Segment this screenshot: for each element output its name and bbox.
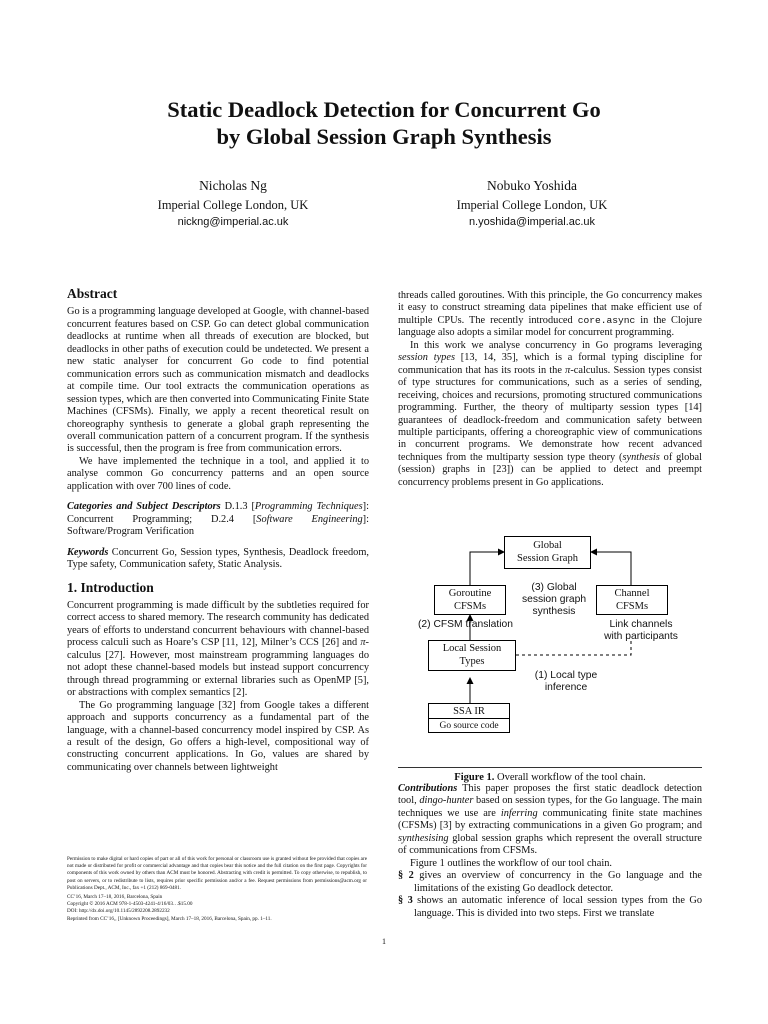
categories-text: Programming Techniques: [254, 501, 363, 513]
intro-paragraph-2: The Go programming language [32] from Google takes a different approach and supports concurrency as a fundamental part of the language, with a channel-based concurrency model inspired by CSP. As a result of the design, Go offers a high-level, compositional way of constructing concurrent applications. In Go, values are shared by communicating over channels between lightweight: [67, 699, 369, 773]
figure-1: [398, 530, 702, 748]
keywords-label: Keywords: [67, 546, 109, 558]
abstract-heading: Abstract: [67, 286, 118, 301]
box-label: Local Session Types: [442, 643, 502, 667]
categories-label: Categories and Subject Descriptors: [67, 501, 221, 513]
ssa-ir-box: [428, 703, 510, 733]
body-text: of global (session) graphs in [23]) can be applied to detect and preempt concurrency problems present in Go applications.: [398, 451, 702, 488]
page-number: 1: [382, 937, 386, 946]
inline-code: core.async: [577, 314, 636, 326]
arrow-goroutine-to-global: [470, 552, 504, 585]
author-affiliation: Imperial College London, UK: [157, 198, 309, 212]
box-label: Channel CFSMs: [614, 588, 650, 612]
conference-line: CC’16, March 17–18, 2016, Barcelona, Spain: [67, 894, 163, 901]
contributions-label: Contributions: [398, 783, 458, 794]
body-text: global session graphs which represent the overall structure of communications from CFSMs.: [398, 832, 702, 857]
author-block-1: [83, 177, 383, 231]
global-session-graph-box: [504, 536, 591, 569]
section-ref: § 2: [398, 870, 414, 882]
channel-cfsms-box: [596, 585, 668, 615]
title-line-2: by Global Session Graph Synthesis: [216, 124, 552, 149]
right-column-top: [398, 290, 702, 489]
keywords-paragraph: [67, 547, 369, 572]
categories-paragraph: [67, 501, 369, 538]
section-3-item: [398, 895, 702, 920]
inference-label: (1) Local type inference: [534, 670, 598, 693]
caption-label: Figure 1.: [454, 772, 495, 783]
body-text: communicating finite state machines (CFSMs) [3] by extracting communications in a given Go program; and: [398, 807, 702, 832]
body-text: This paper proposes the first static deadlock detection tool,: [398, 783, 702, 807]
categories-text: Software Engineering: [256, 513, 363, 525]
copyright-footnote: [67, 856, 367, 923]
emphasis: synthesising: [398, 832, 449, 844]
right-column-bottom: [398, 783, 702, 920]
body-text: in the Clojure language also adopts a similar model for concurrent programming.: [398, 314, 702, 339]
paper-title: [0, 96, 768, 150]
pi-symbol: π: [565, 364, 571, 376]
intro-text: -calculus [27]. However, most mainstream programming languages do not adopt these channel-based models but instead support concurrency through thread programming or external libraries such as OpenMP [5], or abstractions with complex semantics [2].: [67, 637, 369, 699]
right-paragraph-1: [398, 290, 702, 340]
categories-text: ]: Concurrent Programming; D.2.4 [: [67, 501, 369, 525]
goroutine-cfsms-box: [434, 585, 506, 615]
arrow-channel-to-global: [591, 552, 631, 585]
keywords-text: Concurrent Go, Session types, Synthesis, Deadlock freedom, Type safety, Communication safety, Static Analysis.: [67, 546, 369, 571]
body-text: -calculus. Session types consist of type structures for communications, such as a series of sending, receiving, choices and recursions, promoting structured communications programming. Further, the theory of multiparty session types [14] guarantees of deadlock-freedom and communication safety between multiple participants, offering a choreographic view of communications in concurrent programs. We demonstrate how recent advanced techniques from the multiparty session type theory (: [398, 364, 703, 463]
local-session-types-box: [428, 640, 516, 671]
section-ref: § 3: [398, 895, 413, 907]
author-email: nickng@imperial.ac.uk: [177, 216, 289, 228]
author-email: n.yoshida@imperial.ac.uk: [468, 216, 596, 228]
figure-caption: [398, 772, 702, 783]
translation-label: (2) CFSM translation: [418, 619, 513, 630]
left-column: [67, 288, 369, 774]
synthesis-label: (3) Global session graph synthesis: [521, 582, 587, 617]
title-line-1: Static Deadlock Detection for Concurrent Go: [167, 97, 601, 122]
emphasis: session types: [398, 352, 455, 364]
emphasis: synthesis: [622, 451, 660, 463]
intro-paragraph-1: [67, 600, 369, 700]
body-text: threads called goroutines. With this principle, the Go concurrency makes it easy to construct streaming data pipelines that make efficient use of multiple CPUs. The recently introduced: [398, 290, 702, 326]
doi-line: DOI: http://dx.doi.org/10.1145/2892208.2892232: [67, 908, 170, 915]
author-name: Nobuko Yoshida: [486, 178, 578, 193]
contributions-paragraph-2: Figure 1 outlines the workflow of our tool chain.: [410, 857, 612, 869]
figure-rule: [398, 767, 702, 768]
categories-text: D.1.3 [: [220, 501, 255, 513]
tool-name: dingo-hunter: [419, 795, 474, 807]
contributions-paragraph: [398, 783, 702, 858]
intro-text: Concurrent programming is made difficult by the subtleties required for correct access to shared memory. The research community has dedicated years of efforts to understand concurrent behaviours with channel-based process calculi such as Hoare’s CSP [11, 12], Milner’s CCS [26] and: [67, 599, 369, 649]
categories-text: ]: Software/Program Verification: [67, 513, 369, 538]
abstract-paragraph-1: Go is a programming language developed at Google, with channel-based concurrent features based on CSP. Go can detect global communication deadlocks at runtime when all threads of execution are blocked, but deadlocks in other paths of execution could be undetected. We present a new static analyser for concurrent Go code to find potential communication errors such as communication mismatch and deadlocks at compile time. Our tool extracts the communication operations as session types, which are then converted into Communicating Finite State Machines (CFSMs). Finally, we apply a recent theoretical result on choreography synthesis to generate a global graph representing the overall communication pattern of a concurrent program. If the synthesis is successful, then the program is free from communication errors.: [67, 306, 369, 455]
reprint-line: Reprinted from CC’16,, [Unknown Proceedings], March 17–18, 2016, Barcelona, Spain, pp. 1–11.: [67, 915, 272, 922]
body-text: based on session types, for the Go language. The main techniques we use are: [398, 795, 702, 819]
right-paragraph-2: [398, 340, 702, 489]
author-block-2: [382, 177, 682, 231]
box-label: Goroutine CFSMs: [448, 588, 492, 612]
abstract-paragraph-2: We have implemented the technique in a tool, and applied it to analyse common Go concurrency patterns and an open source application with over 700 lines of code.: [67, 455, 369, 492]
ssa-ir-label: SSA IR: [429, 704, 509, 719]
box-label: Global Session Graph: [517, 540, 578, 564]
section-2-item: [398, 870, 702, 895]
go-source-code-label: Go source code: [439, 721, 499, 731]
body-text: shows an automatic inference of local session types from the Go language. This is divided into two steps. First we translate: [412, 895, 702, 919]
caption-text: Overall workflow of the tool chain.: [494, 772, 646, 783]
body-text: gives an overview of concurrency in the Go language and the limitations of the existing Go deadlock detector.: [413, 870, 702, 894]
intro-heading: 1. Introduction: [67, 579, 154, 595]
pi-symbol: π: [360, 637, 366, 649]
emphasis: inferring: [500, 807, 538, 819]
permission-notice: Permission to make digital or hard copies of part or all of this work for personal or classroom use is granted without fee provided that copies are not made or distributed for profit or commercial advantage and that copies bear this notice and the full citation on the first page. Copyrights for components of this work owned by others than ACM must be honored. Abstracting with credit is permitted. To copy otherwise, to republish, to post on servers, or to redistribute to lists, requires prior specific permission and/or a fee. Request permissions from permissions@acm.org or Publications Dept., ACM, Inc., fax +1 (212) 869-0481.: [67, 856, 367, 891]
copyright-line: Copyright © 2016 ACM 978-1-4503-4241-4/16/03…$15.00: [67, 901, 193, 908]
link-channels-label: Link channels with participants: [604, 619, 678, 642]
author-name: Nicholas Ng: [199, 178, 267, 193]
author-affiliation: Imperial College London, UK: [456, 198, 608, 212]
body-text: [13, 14, 35], which is a formal typing discipline for communication that has its roots in the: [398, 352, 702, 376]
body-text: In this work we analyse concurrency in Go programs leveraging: [410, 339, 702, 351]
